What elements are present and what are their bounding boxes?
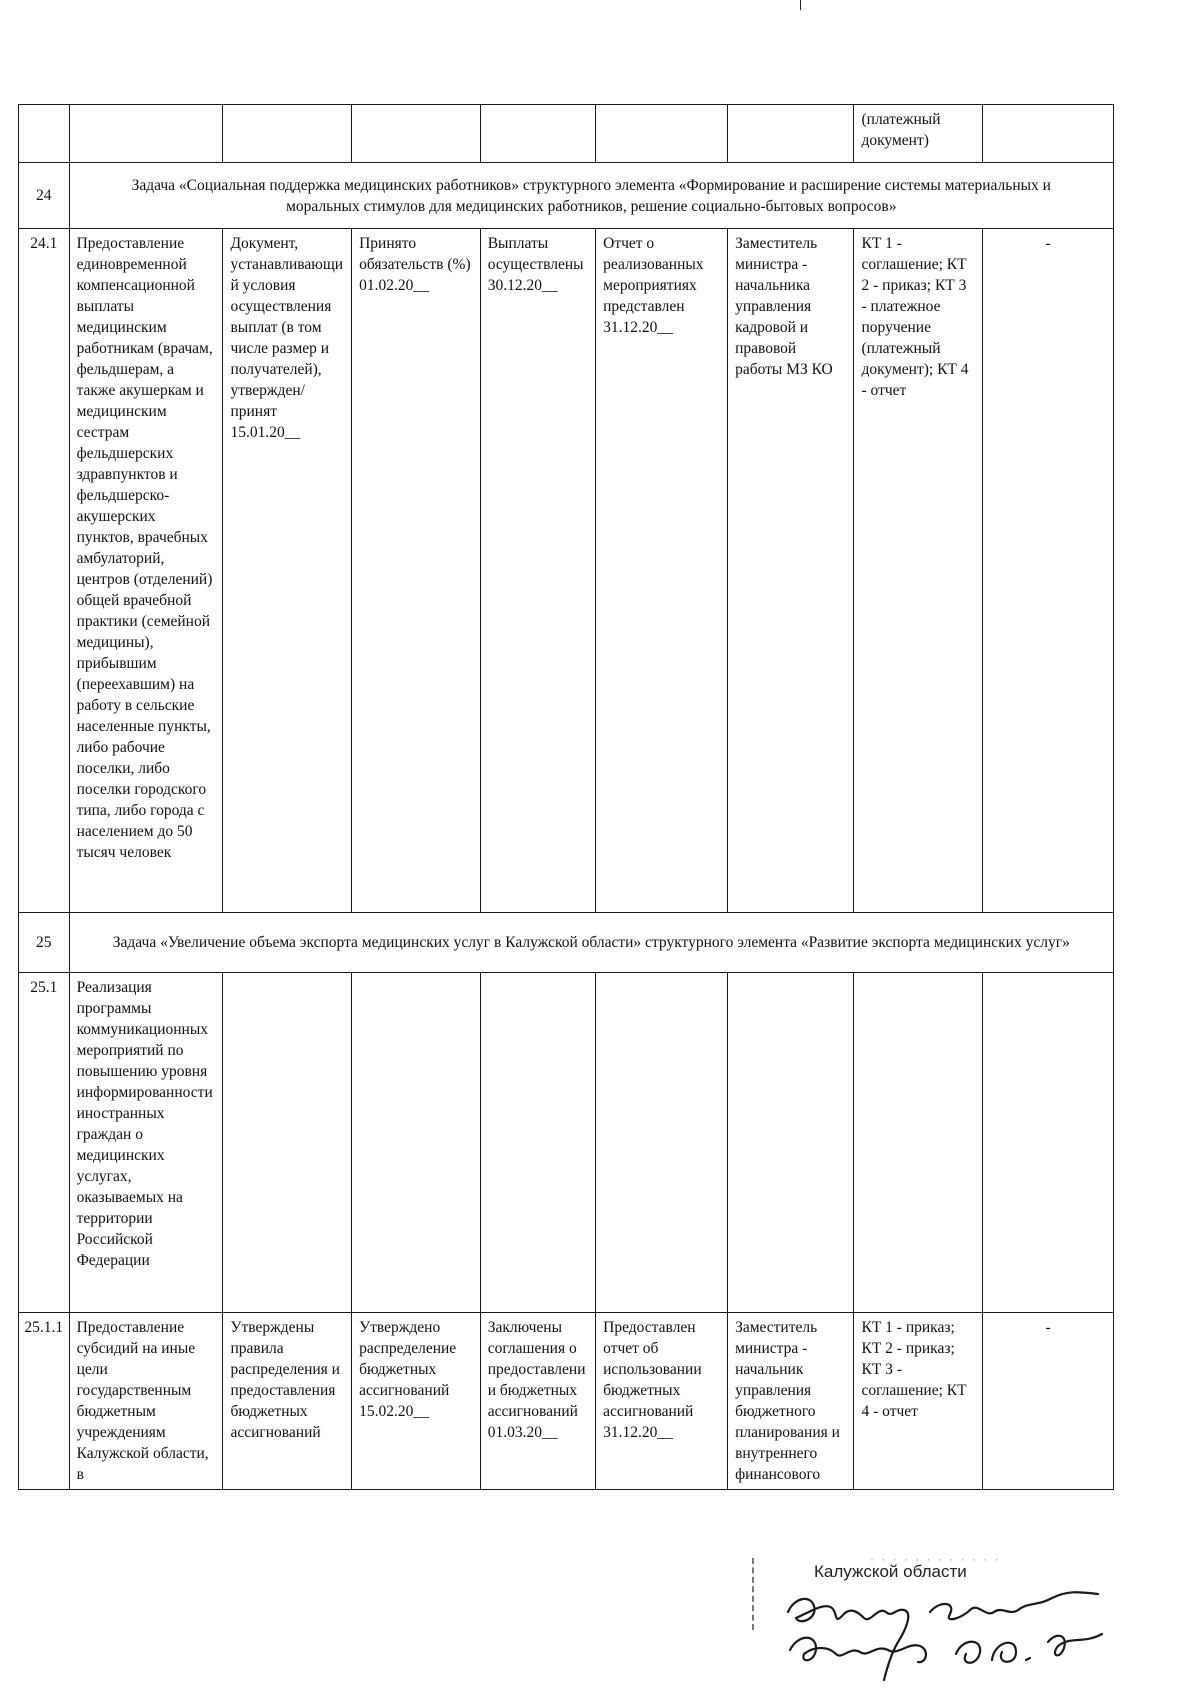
cell-num: 25.1.1: [19, 1313, 70, 1490]
cell-kt1: [223, 105, 352, 163]
cell-event: Предоставление субсидий на иные цели государственным бюджетным учреждениям Калужской области, в: [69, 1313, 223, 1490]
plan-table: [18, 104, 1114, 1490]
cell-num: 24.1: [19, 229, 70, 913]
cell-kt2: [352, 105, 481, 163]
cell-kt4: Отчет о реализованных мероприятиях представлен 31.12.20__: [596, 229, 728, 913]
cell-kt4: [596, 973, 728, 1313]
task-title: Задача «Социальная поддержка медицинских работников» структурного элемента «Формирование и расширение системы материальных и моральных стимулов для медицинских работников, решение социально-бытовых вопросов»: [69, 163, 1113, 229]
cell-kt1: Документ, устанавливающий условия осуществления выплат (в том числе размер и получателей), утвержден/принят 15.01.20__: [223, 229, 352, 913]
cell-kt2: Принято обязательств (%) 01.02.20__: [352, 229, 481, 913]
table-row-continuation: [19, 105, 1114, 163]
cell-responsible: [728, 973, 854, 1313]
cell-kt1: [223, 973, 352, 1313]
cell-kt2: [352, 973, 481, 1313]
stamp-frame: [752, 1558, 758, 1630]
table-row-25-1: [19, 973, 1114, 1313]
stamp-faint-text: · · · · · · · · · · · ·: [870, 1552, 1001, 1566]
certification-stamp: [752, 1548, 1132, 1698]
table-row-25-1-1: [19, 1313, 1114, 1490]
cell-event: Реализация программы коммуникационных мероприятий по повышению уровня информированности иностранных граждан о медицинских услугах, оказываемых на территории Российской Федерации: [69, 973, 223, 1313]
cell-docs: (платежный документ): [854, 105, 983, 163]
cell-last: [983, 973, 1114, 1313]
table-row-24-1: [19, 229, 1114, 913]
cell-event: [69, 105, 223, 163]
cell-kt4: Предоставлен отчет об использовании бюджетных ассигнований 31.12.20__: [596, 1313, 728, 1490]
cell-event: Предоставление единовременной компенсационной выплаты медицинским работникам (врачам, фельдшерам, а также акушеркам и медицинским сестрам фельдшерских здравпунктов и фельдшерско-акушерских пунктов, врачебных амбулаторий, центров (отделений) общей врачебной практики (семейной медицины), прибывшим (переехавшим) на работу в сельские населенные пункты, либо рабочие поселки, либо поселки городского типа, либо города с населением до 50 тысяч человек: [69, 229, 223, 913]
task-title: Задача «Увеличение объема экспорта медицинских услуг в Калужской области» структурного элемента «Развитие экспорта медицинских услуг»: [69, 913, 1113, 973]
cell-last: [983, 105, 1114, 163]
cell-docs: КТ 1 - соглашение; КТ 2 - приказ; КТ 3 - платежное поручение (платежный документ); КТ 4 - отчет: [854, 229, 983, 913]
cell-last: -: [983, 229, 1114, 913]
cell-kt1: Утверждены правила распределения и предоставления бюджетных ассигнований: [223, 1313, 352, 1490]
cell-docs: [854, 973, 983, 1313]
cell-responsible: Заместитель министра - начальник управления бюджетного планирования и внутреннего финансового: [728, 1313, 854, 1490]
cell-kt2: Утверждено распределение бюджетных ассигнований 15.02.20__: [352, 1313, 481, 1490]
cell-kt3: Заключены соглашения о предоставлении бюджетных ассигнований 01.03.20__: [480, 1313, 595, 1490]
cell-docs: КТ 1 - приказ; КТ 2 - приказ; КТ 3 - соглашение; КТ 4 - отчет: [854, 1313, 983, 1490]
task-number: 24: [19, 163, 70, 229]
cell-kt4: [596, 105, 728, 163]
task-number: 25: [19, 913, 70, 973]
cell-num: 25.1: [19, 973, 70, 1313]
cell-responsible: [728, 105, 854, 163]
scan-mark: [800, 0, 801, 10]
stamp-organization: Калужской области: [814, 1562, 967, 1581]
cell-kt3: Выплаты осуществлены 30.12.20__: [480, 229, 595, 913]
handwritten-signature: [780, 1572, 1110, 1690]
cell-kt3: [480, 973, 595, 1313]
task-row-25: [19, 913, 1114, 973]
cell-responsible: Заместитель министра - начальника управления кадровой и правовой работы МЗ КО: [728, 229, 854, 913]
cell-kt3: [480, 105, 595, 163]
task-row-24: [19, 163, 1114, 229]
cell-last: -: [983, 1313, 1114, 1490]
cell-num: [19, 105, 70, 163]
